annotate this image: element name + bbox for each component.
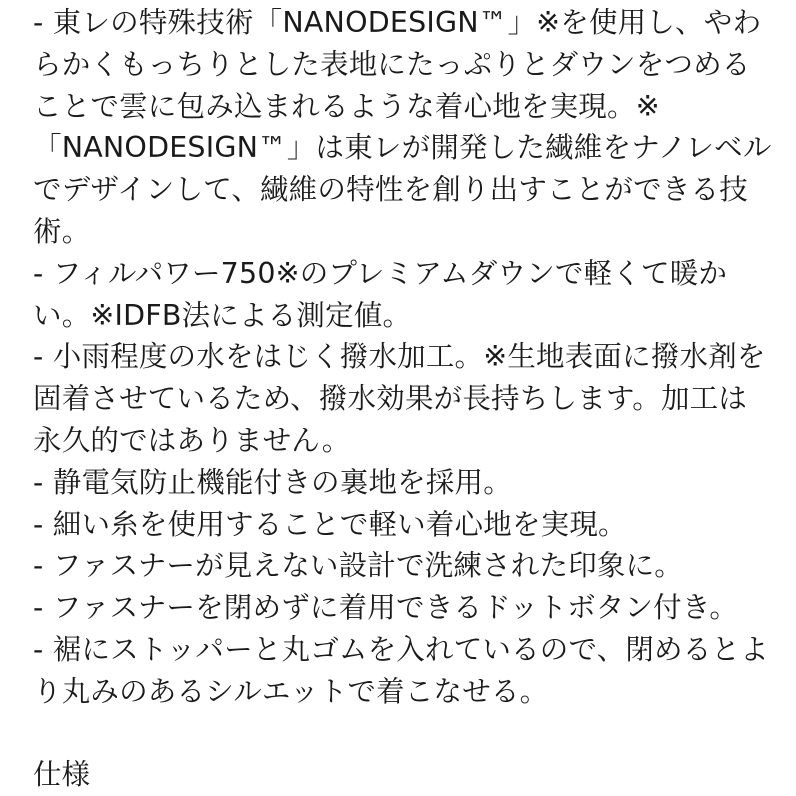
description-line: でデザインして、繊維の特性を創り出すことができる技 <box>33 173 748 207</box>
description-line: 固着させているため、撥水効果が長持ちします。加工は <box>33 382 748 416</box>
description-line: - ファスナーが見えない設計で洗練された印象に。 <box>33 549 684 583</box>
product-description <box>33 2 793 796</box>
description-line: い。※IDFB法による測定値。 <box>33 298 412 332</box>
description-line: - 東レの特殊技術「NANODESIGN™」※を使用し、やわ <box>33 6 762 39</box>
description-line: 術。 <box>33 214 91 248</box>
paragraph-gap <box>33 713 793 755</box>
spec-heading: 仕様 <box>33 758 91 792</box>
description-line: 永久的ではありません。 <box>33 423 351 457</box>
description-line: 「NANODESIGN™」は東レが開発した繊維をナノレベル <box>33 131 772 165</box>
description-line: ことで雲に包み込まれるような着心地を実現。※ <box>33 89 660 123</box>
description-line: - 小雨程度の水をはじく撥水加工。※生地表面に撥水剤を <box>33 340 766 374</box>
description-line: - フィルパワー750※のプレミアムダウンで軽くて暖か <box>33 256 728 290</box>
description-line: - 静電気防止機能付きの裏地を採用。 <box>33 465 512 499</box>
description-line: らかくもっちりとした表地にたっぷりとダウンをつめる <box>33 47 751 81</box>
description-line: - 細い糸を使用することで軽い着心地を実現。 <box>33 507 627 541</box>
description-line: り丸みのあるシルエットで着こなせる。 <box>33 674 549 708</box>
description-line: - 裾にストッパーと丸ゴムを入れているので、閉めるとよ <box>33 632 769 666</box>
description-line: - ファスナーを閉めずに着用できるドットボタン付き。 <box>33 591 739 625</box>
